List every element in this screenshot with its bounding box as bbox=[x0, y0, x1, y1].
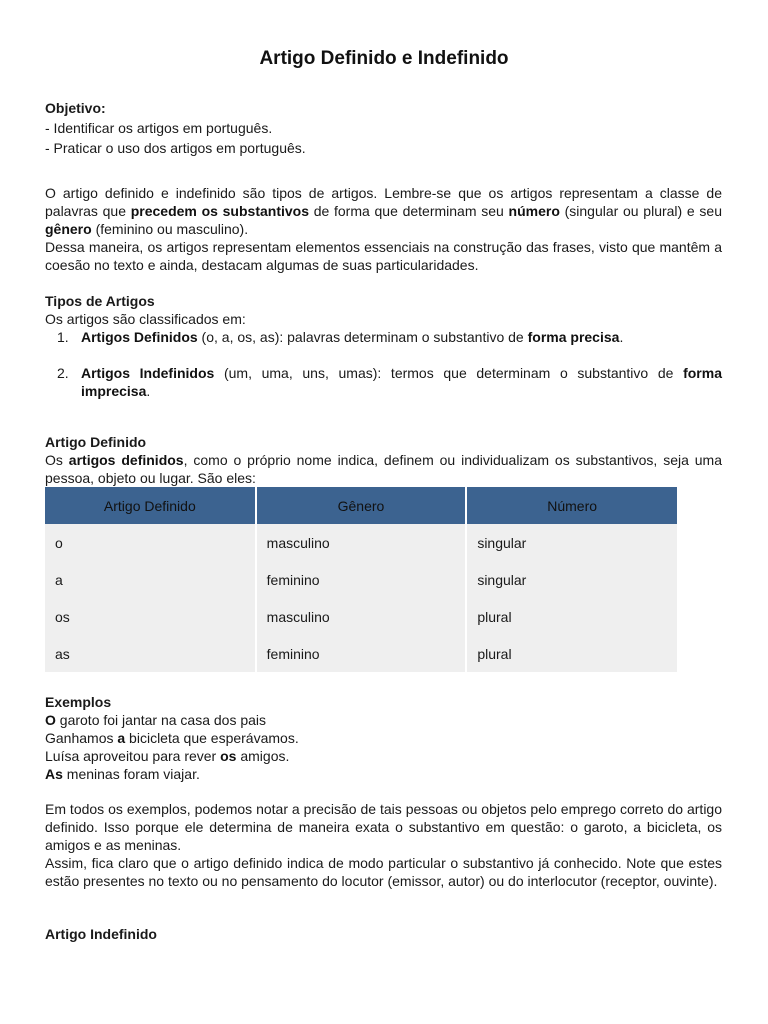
examples-section bbox=[45, 693, 722, 783]
table-cell: as bbox=[45, 635, 256, 672]
table-row bbox=[45, 524, 677, 561]
example-text: garoto foi jantar na casa dos pais bbox=[55, 712, 267, 728]
example-article: As bbox=[45, 766, 63, 782]
example-article: a bbox=[117, 730, 126, 746]
list-term: Artigos Indefinidos bbox=[81, 365, 215, 381]
list-text-end: . bbox=[619, 329, 624, 345]
definite-emphasis: artigos definidos bbox=[68, 452, 184, 468]
list-text: (um, uma, uns, umas): termos que determinam o substantivo de bbox=[214, 365, 684, 381]
table-cell: os bbox=[45, 598, 256, 635]
list-emphasis: forma imprecisa bbox=[81, 365, 722, 399]
list-text: (o, a, os, as): palavras determinam o substantivo de bbox=[197, 329, 528, 345]
table-cell: plural bbox=[466, 598, 677, 635]
page-title: Artigo Definido e Indefinido bbox=[259, 48, 509, 69]
table-header-cell: Número bbox=[466, 487, 677, 524]
list-emphasis: forma precisa bbox=[527, 329, 620, 345]
example-text: Ganhamos bbox=[45, 730, 118, 746]
example-text: meninas foram viajar. bbox=[62, 766, 200, 782]
objective-line: - Identificar os artigos em português. bbox=[45, 120, 273, 136]
example-line bbox=[45, 711, 722, 729]
intro-text: (feminino ou masculino). bbox=[91, 221, 249, 237]
list-term: Artigos Definidos bbox=[81, 329, 198, 345]
example-text: Luísa aproveitou para rever bbox=[45, 748, 221, 764]
examples-heading: Exemplos bbox=[45, 694, 112, 710]
indefinite-section bbox=[45, 925, 722, 943]
types-section bbox=[45, 292, 722, 400]
example-article: os bbox=[220, 748, 237, 764]
objective-section bbox=[45, 99, 722, 157]
intro-emphasis: gênero bbox=[45, 221, 92, 237]
table-cell: masculino bbox=[256, 524, 467, 561]
table-cell: singular bbox=[466, 524, 677, 561]
types-lead: Os artigos são classificados em: bbox=[45, 311, 246, 327]
definite-text: , como o próprio nome indica, definem ou individualizam os substantivos, seja uma pessoa, objeto ou lugar. São eles: bbox=[45, 452, 722, 486]
table-row bbox=[45, 635, 677, 672]
types-list bbox=[45, 328, 722, 400]
definite-paragraph bbox=[45, 451, 722, 487]
intro-emphasis: número bbox=[508, 203, 560, 219]
intro-paragraph bbox=[45, 184, 722, 238]
table-row bbox=[45, 598, 677, 635]
intro-text: de forma que determinam seu bbox=[309, 203, 509, 219]
table-cell: feminino bbox=[256, 561, 467, 598]
list-text-end: . bbox=[146, 383, 151, 399]
example-line bbox=[45, 765, 722, 783]
table-cell: plural bbox=[466, 635, 677, 672]
conclusion-paragraph-2: Assim, fica claro que o artigo definido indica de modo particular o substantivo já conhecido. Note que estes estão presentes no texto ou no pensamento do locutor (emissor, autor) ou do interlocutor (receptor, ouvinte). bbox=[45, 855, 722, 889]
objective-heading: Objetivo: bbox=[45, 100, 106, 116]
table-cell: feminino bbox=[256, 635, 467, 672]
table-header-row bbox=[45, 487, 677, 524]
list-item bbox=[45, 328, 722, 346]
table-header-cell: Gênero bbox=[256, 487, 467, 524]
conclusion-section bbox=[45, 800, 722, 890]
definite-text: Os bbox=[45, 452, 69, 468]
example-text: amigos. bbox=[236, 748, 290, 764]
intro-section bbox=[45, 184, 722, 274]
example-line bbox=[45, 729, 722, 747]
table-row bbox=[45, 561, 677, 598]
indefinite-heading: Artigo Indefinido bbox=[45, 926, 157, 942]
table-cell: masculino bbox=[256, 598, 467, 635]
intro-emphasis: precedem os substantivos bbox=[130, 203, 309, 219]
table-cell: o bbox=[45, 524, 256, 561]
list-number: 1. bbox=[57, 329, 69, 345]
definite-articles-table bbox=[45, 487, 677, 672]
example-text: bicicleta que esperávamos. bbox=[125, 730, 299, 746]
conclusion-paragraph: Em todos os exemplos, podemos notar a precisão de tais pessoas ou objetos pelo emprego correto do artigo definido. Isso porque ele determina de maneira exata o substantivo em questão: o garoto, a bicicleta, os amigos e as meninas. bbox=[45, 801, 722, 853]
example-line bbox=[45, 747, 722, 765]
intro-text: (singular ou plural) e seu bbox=[559, 203, 722, 219]
table-cell: a bbox=[45, 561, 256, 598]
example-article: O bbox=[45, 712, 56, 728]
types-heading: Tipos de Artigos bbox=[45, 293, 155, 309]
intro-paragraph-2: Dessa maneira, os artigos representam elementos essenciais na construção das frases, visto que mantêm a coesão no texto e ainda, destacam algumas de suas particularidades. bbox=[45, 239, 722, 273]
definite-heading: Artigo Definido bbox=[45, 434, 147, 450]
intro-text: O artigo definido e indefinido são tipos de artigos. Lembre-se que os artigos representam a classe de palavras que bbox=[45, 185, 722, 219]
table-cell: singular bbox=[466, 561, 677, 598]
list-number: 2. bbox=[57, 365, 69, 381]
definite-section bbox=[45, 433, 722, 487]
list-item bbox=[45, 364, 722, 400]
objective-line: - Praticar o uso dos artigos em português. bbox=[45, 140, 306, 156]
table-header-cell: Artigo Definido bbox=[45, 487, 256, 524]
